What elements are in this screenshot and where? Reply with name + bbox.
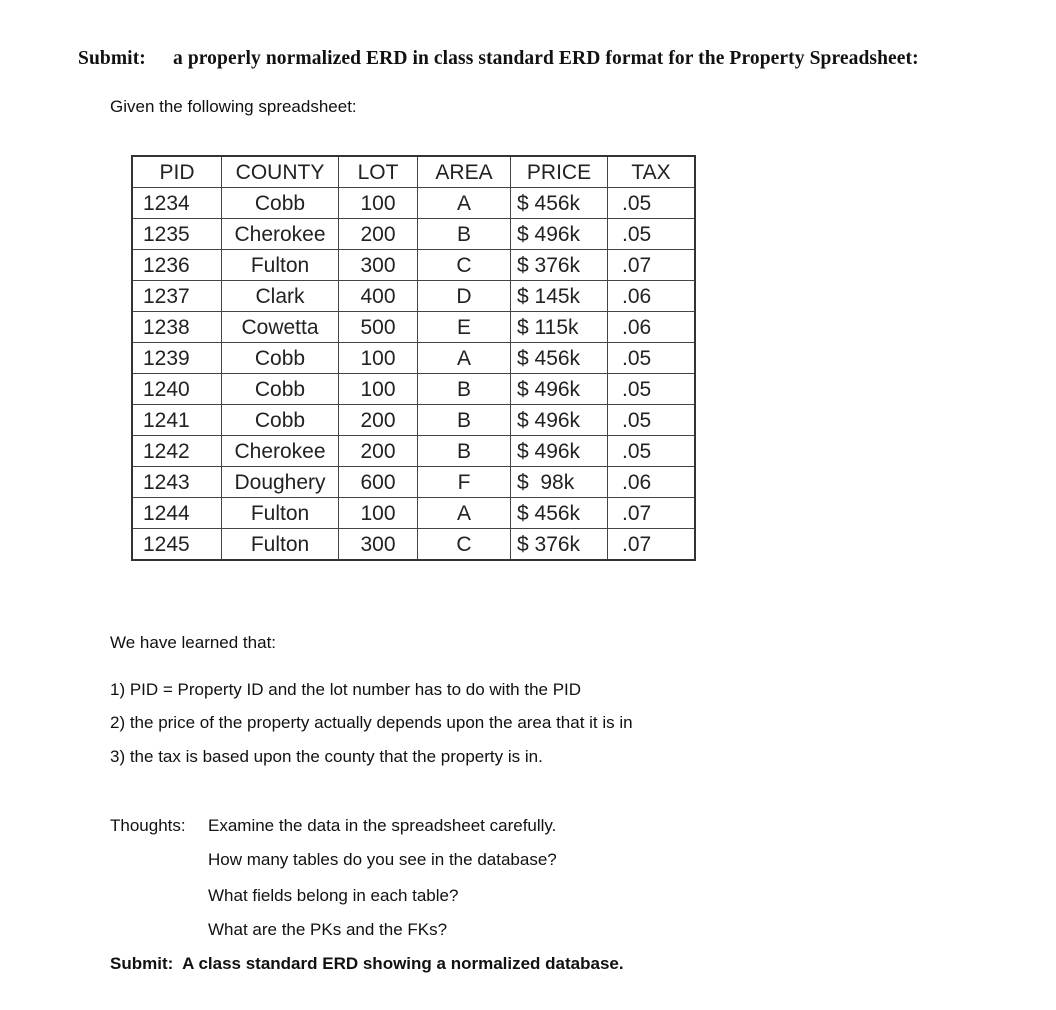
- table-row: [132, 374, 695, 405]
- table-cell: .05: [608, 219, 696, 250]
- table-cell: 600: [339, 467, 418, 498]
- table-cell: 1239: [132, 343, 222, 374]
- thoughts-label: Thoughts:: [110, 816, 186, 835]
- table-cell: Cobb: [222, 188, 339, 219]
- table-cell: 100: [339, 188, 418, 219]
- column-header: PRICE: [511, 156, 608, 188]
- column-header: PID: [132, 156, 222, 188]
- table-cell: 1238: [132, 312, 222, 343]
- table-cell: F: [418, 467, 511, 498]
- table-cell: $ 496k: [511, 436, 608, 467]
- heading-lead: Submit:: [78, 48, 146, 69]
- table-cell: 1244: [132, 498, 222, 529]
- table-cell: A: [418, 188, 511, 219]
- table-cell: $ 115k: [511, 312, 608, 343]
- table-cell: 1242: [132, 436, 222, 467]
- table-cell: 200: [339, 219, 418, 250]
- table-cell: .05: [608, 343, 696, 374]
- table-cell: A: [418, 498, 511, 529]
- table-cell: 1235: [132, 219, 222, 250]
- table-cell: 100: [339, 374, 418, 405]
- heading-text: a properly normalized ERD in class standard ERD format for the Property Spreadsheet:: [173, 48, 919, 69]
- submit-line: Submit: A class standard ERD showing a normalized database.: [110, 954, 624, 973]
- table-row: [132, 343, 695, 374]
- table-cell: 1240: [132, 374, 222, 405]
- table-cell: 500: [339, 312, 418, 343]
- table-row: [132, 436, 695, 467]
- table-cell: 1237: [132, 281, 222, 312]
- table-cell: $ 456k: [511, 498, 608, 529]
- header-row: [132, 156, 695, 188]
- column-header: LOT: [339, 156, 418, 188]
- table-cell: 300: [339, 529, 418, 561]
- table-row: [132, 467, 695, 498]
- table-cell: 200: [339, 405, 418, 436]
- table-cell: B: [418, 436, 511, 467]
- table-cell: $ 496k: [511, 405, 608, 436]
- table-row: [132, 250, 695, 281]
- table-row: [132, 188, 695, 219]
- table-cell: C: [418, 250, 511, 281]
- intro-text: Given the following spreadsheet:: [110, 97, 357, 116]
- table-cell: Fulton: [222, 498, 339, 529]
- table-cell: .07: [608, 498, 696, 529]
- table-cell: .06: [608, 312, 696, 343]
- table-cell: 1236: [132, 250, 222, 281]
- table-cell: Cobb: [222, 374, 339, 405]
- column-header: AREA: [418, 156, 511, 188]
- learned-item: 3) the tax is based upon the county that the property is in.: [110, 747, 543, 766]
- table-row: [132, 312, 695, 343]
- table-cell: $ 98k: [511, 467, 608, 498]
- table-cell: Cobb: [222, 343, 339, 374]
- table-cell: .05: [608, 405, 696, 436]
- table-cell: $ 496k: [511, 374, 608, 405]
- table-cell: Cherokee: [222, 436, 339, 467]
- table-row: [132, 529, 695, 561]
- table-cell: 200: [339, 436, 418, 467]
- table-cell: E: [418, 312, 511, 343]
- column-header: TAX: [608, 156, 696, 188]
- table-row: [132, 281, 695, 312]
- table-cell: .07: [608, 529, 696, 561]
- table-cell: 400: [339, 281, 418, 312]
- table-cell: A: [418, 343, 511, 374]
- table-cell: .05: [608, 188, 696, 219]
- table-cell: 100: [339, 343, 418, 374]
- table-cell: .06: [608, 467, 696, 498]
- table-cell: Cobb: [222, 405, 339, 436]
- table-cell: .06: [608, 281, 696, 312]
- property-spreadsheet: [131, 155, 696, 561]
- table-cell: $ 145k: [511, 281, 608, 312]
- table-cell: Cherokee: [222, 219, 339, 250]
- table-cell: 1241: [132, 405, 222, 436]
- table-cell: 1234: [132, 188, 222, 219]
- table-cell: .05: [608, 374, 696, 405]
- table-cell: 300: [339, 250, 418, 281]
- table-cell: $ 456k: [511, 188, 608, 219]
- assignment-heading: [78, 48, 1038, 70]
- table-cell: 100: [339, 498, 418, 529]
- table-row: [132, 219, 695, 250]
- spreadsheet-body: [132, 188, 695, 561]
- table-cell: $ 496k: [511, 219, 608, 250]
- table-cell: B: [418, 374, 511, 405]
- thoughts-question: How many tables do you see in the database?: [208, 850, 557, 869]
- learned-title: We have learned that:: [110, 633, 277, 652]
- thoughts-question: What fields belong in each table?: [208, 886, 459, 905]
- column-header: COUNTY: [222, 156, 339, 188]
- thoughts-first: Examine the data in the spreadsheet carefully.: [208, 816, 557, 835]
- table-cell: $ 376k: [511, 250, 608, 281]
- table-row: [132, 498, 695, 529]
- learned-item: 2) the price of the property actually depends upon the area that it is in: [110, 713, 633, 732]
- thoughts-question: What are the PKs and the FKs?: [208, 920, 448, 939]
- table-cell: C: [418, 529, 511, 561]
- table-cell: B: [418, 219, 511, 250]
- learned-item: 1) PID = Property ID and the lot number has to do with the PID: [110, 680, 582, 699]
- table-cell: 1245: [132, 529, 222, 561]
- table-cell: $ 376k: [511, 529, 608, 561]
- table-cell: $ 456k: [511, 343, 608, 374]
- table-cell: Clark: [222, 281, 339, 312]
- table-cell: Doughery: [222, 467, 339, 498]
- table-cell: D: [418, 281, 511, 312]
- table-cell: B: [418, 405, 511, 436]
- table-row: [132, 405, 695, 436]
- table-cell: .07: [608, 250, 696, 281]
- table-cell: Fulton: [222, 250, 339, 281]
- table-cell: .05: [608, 436, 696, 467]
- table-cell: Fulton: [222, 529, 339, 561]
- table-cell: 1243: [132, 467, 222, 498]
- table-cell: Cowetta: [222, 312, 339, 343]
